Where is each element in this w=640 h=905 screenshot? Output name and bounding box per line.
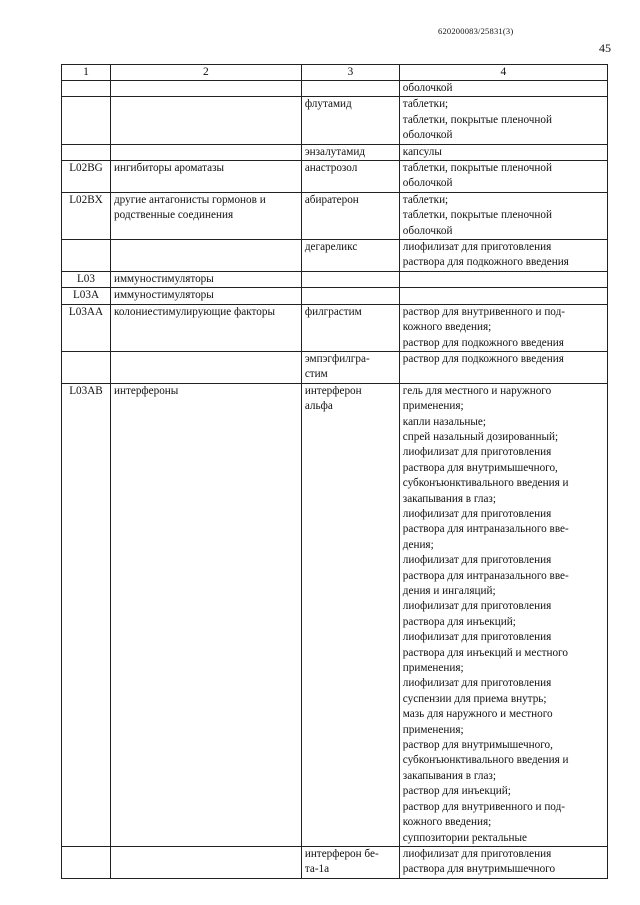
cell-line: раствор для инъекций; [402,785,511,798]
table-row [62,271,608,287]
cell-line: та-1а [304,863,330,876]
cell-line: лиофилизат для приготовления [402,631,552,644]
column-header-2: 2 [110,65,301,81]
table-row [62,81,608,97]
cell-line: раствора для подкожного введения [402,256,569,269]
group-name-cell [110,304,301,351]
cell-line: раствора для интраназального вве- [402,523,569,536]
cell-line: колониестимулирующие факторы [113,305,275,318]
group-name-cell [110,240,301,272]
atc-code-cell: L03AB [62,383,111,846]
cell-line: интерферон [304,384,362,397]
cell-line: субконъюнктивального введения и [402,477,569,490]
page-number: 45 [599,41,611,55]
document-id: 620200083/25831(3) [438,26,514,36]
table-row [62,304,608,351]
atc-code-cell: L03AA [62,304,111,351]
cell-line: мазь для наружного и местного [402,708,553,721]
cell-line: кожного введения; [402,321,492,334]
dosage-forms-cell [399,304,607,351]
drug-table [61,64,608,879]
cell-line: стим [304,368,328,381]
dosage-forms-cell [399,383,607,846]
dosage-forms-cell [399,161,607,193]
table-header-row [62,65,608,81]
dosage-forms-cell [399,192,607,239]
cell-line: раствора для инъекций; [402,615,516,628]
group-name-cell [110,192,301,239]
drug-name-cell [301,351,399,383]
atc-code-cell [62,144,111,160]
cell-line: оболочкой [402,82,453,94]
cell-line: флутамид [304,98,352,111]
cell-line: дегареликс [304,241,358,254]
cell-line: раствор для внутривенного и под- [402,800,565,813]
drug-name-cell [301,846,399,878]
cell-line: лиофилизат для приготовления [402,446,552,459]
drug-name-cell [301,383,399,846]
atc-code-cell: L02BX [62,192,111,239]
drug-name-cell [301,161,399,193]
dosage-forms-cell [399,144,607,160]
cell-line: дения и ингаляций; [402,585,496,597]
table-row [62,144,608,160]
cell-line: таблетки, покрытые пленочной [402,209,552,222]
cell-line: иммуностимуляторы [113,272,214,285]
atc-code-cell: L03A [62,288,111,304]
table-body [62,81,608,879]
dosage-forms-cell [399,351,607,383]
group-name-cell [110,271,301,287]
cell-line: таблетки, покрытые пленочной [402,113,552,126]
drug-name-cell [301,271,399,287]
table-row [62,192,608,239]
cell-line: родственные соединения [113,209,234,222]
column-header-3: 3 [301,65,399,81]
table-row [62,240,608,272]
cell-line: гель для местного и наружного [402,384,552,397]
group-name-cell [110,161,301,193]
cell-line: филграстим [304,305,362,318]
cell-line: раствора для интраназального вве- [402,569,569,582]
dosage-forms-cell [399,240,607,272]
column-header-1: 1 [62,65,111,81]
cell-line: применения; [402,400,464,413]
cell-line: капли назальные; [402,415,486,428]
cell-line: оболочкой [402,224,453,237]
cell-line: лиофилизат для приготовления [402,507,552,520]
cell-line: суспензии для приема внутрь; [402,692,547,705]
cell-line: раствор для подкожного введения [402,336,564,349]
cell-line: другие антагонисты гормонов и [113,193,266,206]
drug-name-cell [301,144,399,160]
dosage-forms-cell [399,271,607,287]
table-row [62,846,608,878]
dosage-forms-cell [399,97,607,144]
table-row [62,351,608,383]
atc-code-cell [62,81,111,97]
cell-line: субконъюнктивального введения и [402,754,569,767]
cell-line: интерферон бе- [304,847,379,860]
cell-line: лиофилизат для приготовления [402,847,552,860]
drug-name-cell [301,81,399,97]
column-header-4: 4 [399,65,607,81]
cell-line: анастрозол [304,162,358,175]
dosage-forms-cell [399,81,607,97]
atc-code-cell: L02BG [62,161,111,193]
cell-line: энзалутамид [304,145,366,158]
group-name-cell [110,97,301,144]
table-row [62,288,608,304]
cell-line: эмпэгфилгра- [304,352,370,365]
cell-line: лиофилизат для приготовления [402,241,552,254]
atc-code-cell: L03 [62,271,111,287]
atc-code-cell [62,97,111,144]
atc-code-cell [62,846,111,878]
group-name-cell [110,351,301,383]
cell-line: иммуностимуляторы [113,289,214,302]
cell-line: закапывания в глаз; [402,492,496,505]
cell-line: раствора для инъекций и местного [402,646,568,659]
cell-line: применения; [402,662,464,675]
cell-line: лиофилизат для приготовления [402,600,552,613]
drug-name-cell [301,240,399,272]
cell-line: раствор для подкожного введения [402,352,564,365]
cell-line: оболочкой [402,129,453,142]
atc-code-cell [62,240,111,272]
cell-line: раствора для внутримышечного [402,863,556,876]
cell-line: лиофилизат для приготовления [402,554,552,567]
cell-line: кожного введения; [402,816,492,829]
cell-line: капсулы [402,145,442,158]
group-name-cell [110,288,301,304]
cell-line: раствор для внутривенного и под- [402,305,565,318]
group-name-cell [110,383,301,846]
group-name-cell [110,144,301,160]
drug-name-cell [301,97,399,144]
dosage-forms-cell [399,288,607,304]
cell-line: раствора для внутримышечного, [402,461,558,474]
atc-code-cell [62,351,111,383]
group-name-cell [110,81,301,97]
cell-line: ингибиторы ароматазы [113,162,225,175]
table-row [62,383,608,846]
cell-line: раствор для внутримышечного, [402,739,553,752]
cell-line: лиофилизат для приготовления [402,677,552,690]
cell-line: таблетки; [402,193,449,206]
cell-line: таблетки; [402,98,449,111]
cell-line: дения; [402,538,434,551]
cell-line: спрей назальный дозированный; [402,430,559,443]
table-row [62,97,608,144]
group-name-cell [110,846,301,878]
cell-line: таблетки, покрытые пленочной [402,162,552,175]
drug-name-cell [301,288,399,304]
dosage-forms-cell [399,846,607,878]
drug-name-cell [301,192,399,239]
cell-line: суппозитории ректальные [402,831,527,844]
cell-line: альфа [304,400,333,413]
cell-line: интерфероны [113,384,179,397]
cell-line: абиратерон [304,193,359,206]
cell-line: применения; [402,723,464,736]
drug-name-cell [301,304,399,351]
cell-line: закапывания в глаз; [402,769,496,782]
table-row [62,161,608,193]
cell-line: оболочкой [402,177,453,190]
